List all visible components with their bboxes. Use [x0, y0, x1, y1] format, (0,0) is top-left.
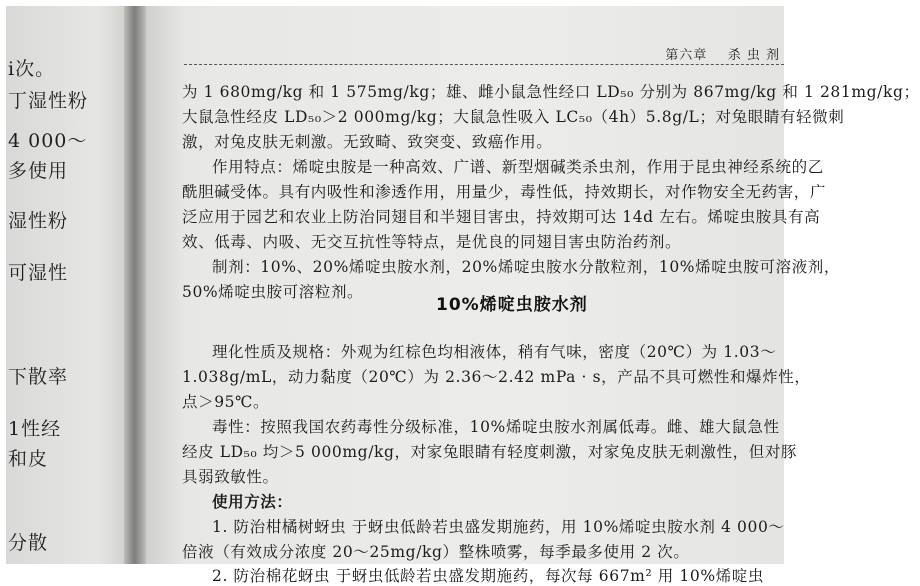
text-line: 大鼠急性经皮 LD₅₀＞2 000mg/kg；大鼠急性吸入 LC₅₀（4h）5.8g/L；对兔眼睛有轻微刺: [182, 108, 845, 126]
text-line: 制剂：10%、20%烯啶虫胺水剂，20%烯啶虫胺水分散粒剂，10%烯啶虫胺可溶液剂，: [212, 258, 841, 276]
text-line: 理化性质及规格：外观为红棕色均相液体，稍有气味，密度（20℃）为 1.03～: [212, 343, 777, 361]
running-header: [184, 44, 784, 65]
text-line: 1. 防治柑橘树蚜虫 于蚜虫低龄若虫盛发期施药，用 10%烯啶虫胺水剂 4 000～: [212, 518, 785, 536]
left-fragment: 分散: [8, 532, 49, 554]
text-line: 具弱致敏性。: [182, 468, 279, 486]
text-line: 经皮 LD₅₀ 均＞5 000mg/kg，对家兔眼睛有轻度刺激，对家兔皮肤无刺激性，但对豚: [182, 443, 798, 461]
text-line: 50%烯啶虫胺可溶粒剂。: [182, 283, 364, 301]
section-title: 10%烯啶虫胺水剂: [436, 295, 588, 315]
left-fragment: 4 000～: [8, 130, 88, 152]
left-fragment: 1性经: [8, 418, 62, 440]
chapter-label: 第六章: [665, 48, 708, 63]
text-line: 效、低毒、内吸、无交互抗性等特点，是优良的同翅目害虫防治药剂。: [182, 233, 682, 251]
text-line: 为 1 680mg/kg 和 1 575mg/kg；雄、雌小鼠急性经口 LD₅₀ 分别为 867mg/kg 和 1 281mg/kg；: [182, 83, 920, 101]
book-photo: [6, 6, 920, 585]
text-line: 酰胆碱受体。具有内吸性和渗透作用，用量少，毒性低，持效期长，对作物安全无药害，广: [182, 183, 827, 201]
right-page: [146, 6, 920, 585]
text-line: 泛应用于园艺和农业上防治同翅目和半翅目害虫，持效期可达 14d 左右。烯啶虫胺具有高: [182, 208, 821, 226]
text-line: 作用特点：烯啶虫胺是一种高效、广谱、新型烟碱类杀虫剂，作用于昆虫神经系统的乙: [212, 158, 824, 176]
text-line: 使用方法：: [212, 492, 293, 511]
left-fragment: 多使用: [8, 160, 69, 182]
left-page: [6, 6, 138, 564]
left-fragment: 和皮: [8, 448, 49, 470]
left-fragment: ⅰ次。: [8, 58, 56, 80]
section-label: 杀 虫 剂: [727, 48, 780, 63]
left-fragment: 下散率: [8, 366, 69, 388]
text-line: 2. 防治棉花蚜虫 于蚜虫低龄若虫盛发期施药，每次每 667m² 用 10%烯啶虫: [212, 567, 764, 585]
text-line: 1.038g/mL，动力黏度（20℃）为 2.36～2.42 mPa · s，产品不具可燃性和爆炸性，: [182, 368, 811, 386]
left-fragment: 湿性粉: [8, 210, 69, 232]
text-line: 点＞95℃。: [182, 393, 270, 411]
text-line: 激，对兔皮肤无刺激。无致畸、致突变、致癌作用。: [182, 133, 553, 151]
left-fragment: 丁湿性粉: [8, 90, 89, 112]
text-line: 毒性：按照我国农药毒性分级标准，10%烯啶虫胺水剂属低毒。雌、雄大鼠急性: [212, 418, 780, 436]
text-line: 倍液（有效成分浓度 20～25mg/kg）整株喷雾，每季最多使用 2 次。: [182, 543, 690, 561]
left-fragment: 可湿性: [8, 262, 69, 284]
